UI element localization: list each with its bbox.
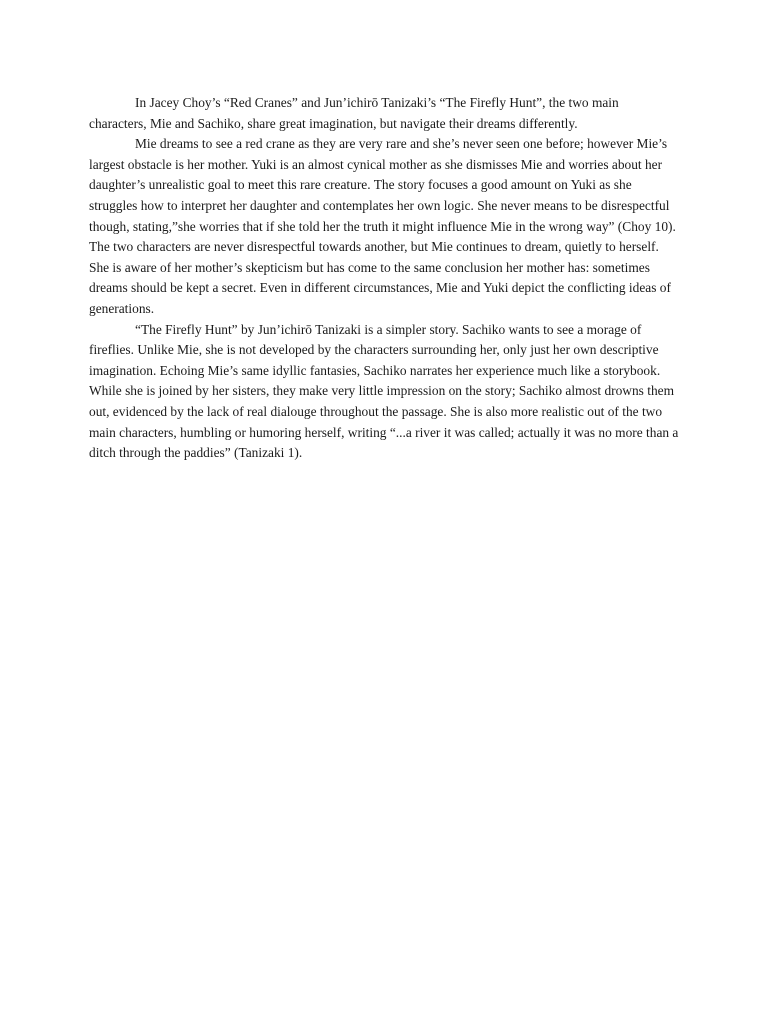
paragraph-red-cranes: Mie dreams to see a red crane as they are very rare and she’s never seen one before; however Mie’s largest obstacle is her mother. Yuki is an almost cynical mother as she dismisses Mie and worries about her daughter’s unrealistic goal to meet this rare creature. The story focuses a good amount on Yuki as she struggles how to interpret her daughter and contemplates her own logic. She never means to be disrespectful though, stating,”she worries that if she told her the truth it might influence Mie in the wrong way” (Choy 10). The two characters are never disrespectful towards another, but Mie continues to dream, quietly to herself. She is aware of her mother’s skepticism but has come to the same conclusion her mother has: sometimes dreams should be kept a secret. Even in different circumstances, Mie and Yuki depict the conflicting ideas of generations. bbox=[89, 136, 676, 316]
paragraph-intro: In Jacey Choy’s “Red Cranes” and Jun’ichirō Tanizaki’s “The Firefly Hunt”, the two main characters, Mie and Sachiko, share great imagination, but navigate their dreams differently. bbox=[89, 95, 619, 131]
essay-body bbox=[89, 93, 679, 464]
paragraph-firefly-hunt: “The Firefly Hunt” by Jun’ichirō Tanizaki is a simpler story. Sachiko wants to see a morage of fireflies. Unlike Mie, she is not developed by the characters surrounding her, only just her own descriptive imagination. Echoing Mie’s same idyllic fantasies, Sachiko narrates her experience much like a storybook. While she is joined by her sisters, they make very little impression on the story; Sachiko almost drowns them out, evidenced by the lack of real dialouge throughout the passage. She is also more realistic out of the two main characters, humbling or humoring herself, writing “...a river it was called; actually it was no more than a ditch through the paddies” (Tanizaki 1). bbox=[89, 321, 679, 461]
